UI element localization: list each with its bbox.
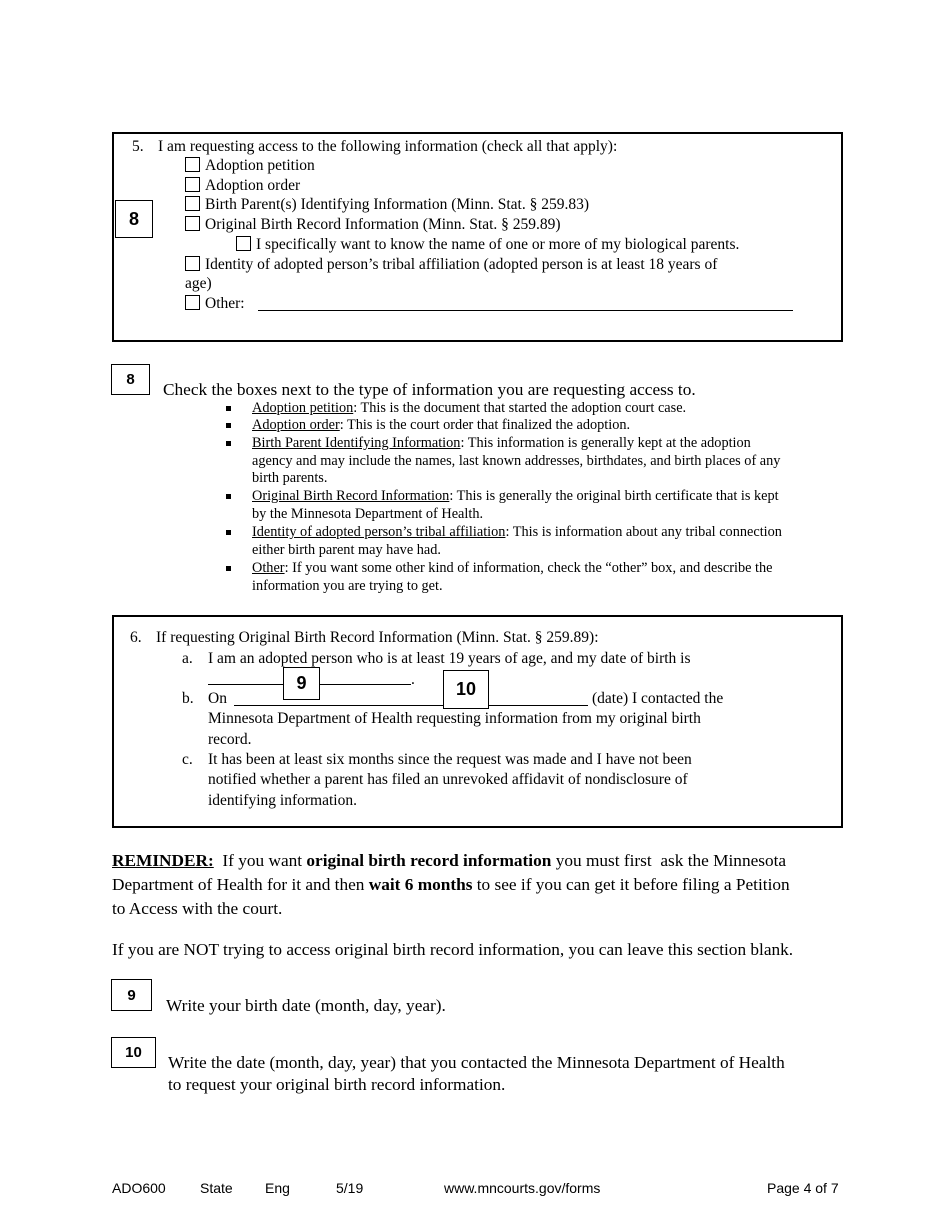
reminder-bold: original birth record information (306, 851, 552, 870)
section-6-heading: If requesting Original Birth Record Information (Minn. Stat. § 259.89): (156, 629, 599, 646)
item-a-label: a. (182, 650, 193, 667)
footer-state: State (200, 1180, 233, 1196)
option-tribal-affiliation-cont: age) (185, 275, 212, 292)
bullet-other (252, 560, 773, 595)
checkbox-birth-parent-info[interactable] (185, 196, 200, 211)
bullet-original-birth-record (252, 488, 779, 523)
section-5-heading: I am requesting access to the following information (check all that apply): (158, 138, 618, 155)
footer-forms-link[interactable]: www.mncourts.gov/forms (444, 1180, 601, 1196)
desc: birth parents. (252, 470, 328, 487)
reminder-text: to Access with the court. (112, 899, 283, 918)
desc: : This is generally the original birth certificate that is kept (449, 488, 779, 504)
reminder-label: REMINDER: (112, 851, 214, 870)
bullet-tribal (252, 524, 782, 559)
bullet (226, 423, 231, 428)
option-adoption-petition: Adoption petition (205, 157, 315, 174)
item-c-label: c. (182, 751, 193, 768)
item-b-label: b. (182, 690, 194, 707)
bullet-adoption-petition (252, 400, 686, 418)
reminder-text: you must first ask the Minnesota (551, 851, 787, 870)
bullet (226, 566, 231, 571)
desc: by the Minnesota Department of Health. (252, 505, 484, 522)
option-birth-parent-info: Birth Parent(s) Identifying Information (Minn. Stat. § 259.83) (205, 196, 589, 213)
other-input-line[interactable] (258, 310, 793, 311)
checkbox-adoption-petition[interactable] (185, 157, 200, 172)
bullet (226, 441, 231, 446)
term: Identity of adopted person’s tribal affiliation (252, 524, 506, 540)
footer-revision: 5/19 (336, 1180, 364, 1196)
reminder-text: to see if you can get it before filing a Petition (472, 875, 790, 894)
option-tribal-affiliation: Identity of adopted person’s tribal affiliation (adopted person is at least 18 years of (205, 256, 718, 273)
desc: either birth parent may have had. (252, 541, 441, 558)
instruction-10-line2: to request your original birth record information. (168, 1075, 506, 1094)
option-adoption-order: Adoption order (205, 177, 301, 194)
item-c-line1: It has been at least six months since the request was made and I have not been (208, 751, 692, 768)
instruction-tag-10: 10 (111, 1037, 156, 1068)
item-c-line2: notified whether a parent has filed an unrevoked affidavit of nondisclosure of (208, 771, 688, 788)
desc: information you are trying to get. (252, 577, 443, 594)
footer-language: Eng (265, 1180, 290, 1196)
blank-note: If you are NOT trying to access original birth record information, you can leave this section blank. (112, 940, 794, 959)
option-original-birth-record: Original Birth Record Information (Minn. Stat. § 259.89) (205, 216, 561, 233)
desc: : This is the court order that finalized the adoption. (339, 417, 631, 433)
checkbox-adoption-order[interactable] (185, 177, 200, 192)
term: Adoption petition (252, 400, 354, 416)
term: Adoption order (252, 417, 340, 433)
item-a-end: . (411, 671, 415, 688)
checkbox-original-birth-record[interactable] (185, 216, 200, 231)
callout-tag-9: 9 (283, 667, 320, 700)
footer-form-id: ADO600 (112, 1180, 166, 1196)
term: Original Birth Record Information (252, 488, 450, 504)
term: Other (252, 560, 285, 576)
reminder-text: Department of Health for it and then (112, 875, 369, 894)
item-b-line3: record. (208, 731, 252, 748)
item-b-on: On (208, 690, 227, 707)
bullet-adoption-order (252, 417, 630, 435)
reminder-text: If you want (213, 851, 307, 870)
section-6-number: 6. (130, 629, 142, 646)
item-b-date: (date) I contacted the (592, 690, 724, 707)
desc: : If you want some other kind of information, check the “other” box, and describe the (284, 560, 773, 576)
checkbox-specific-names[interactable] (236, 236, 251, 251)
bullet (226, 406, 231, 411)
instruction-tag-9: 9 (111, 979, 152, 1011)
instruction-tag-8: 8 (111, 364, 150, 395)
instructions-8-intro: Check the boxes next to the type of information you are requesting access to. (163, 380, 696, 399)
desc: : This is information about any tribal connection (505, 524, 782, 540)
instruction-9-text: Write your birth date (month, day, year). (166, 996, 446, 1015)
checkbox-tribal-affiliation[interactable] (185, 256, 200, 271)
section-5-number: 5. (132, 138, 144, 155)
bullet-birth-parent (252, 435, 780, 488)
callout-tag-8: 8 (115, 200, 153, 238)
desc: agency and may include the names, last known addresses, birthdates, and birth places of any (252, 452, 781, 469)
desc: : This information is generally kept at the adoption (460, 435, 751, 451)
item-a-text: I am an adopted person who is at least 19 years of age, and my date of birth is (208, 650, 691, 667)
reminder-paragraph (112, 849, 842, 921)
item-c-line3: identifying information. (208, 792, 357, 809)
term: Birth Parent Identifying Information (252, 435, 461, 451)
desc: : This is the document that started the adoption court case. (353, 400, 687, 416)
checkbox-other[interactable] (185, 295, 200, 310)
instruction-10-line1: Write the date (month, day, year) that you contacted the Minnesota Department of Health (168, 1053, 785, 1072)
footer-page-number: Page 4 of 7 (767, 1180, 839, 1196)
option-other: Other: (205, 295, 245, 312)
item-b-line2: Minnesota Department of Health requesting information from my original birth (208, 710, 701, 727)
bullet (226, 530, 231, 535)
option-specific-names: I specifically want to know the name of one or more of my biological parents. (256, 236, 740, 253)
contact-date-line[interactable] (234, 705, 588, 706)
callout-tag-10: 10 (443, 670, 489, 709)
bullet (226, 494, 231, 499)
reminder-bold: wait 6 months (368, 875, 473, 894)
